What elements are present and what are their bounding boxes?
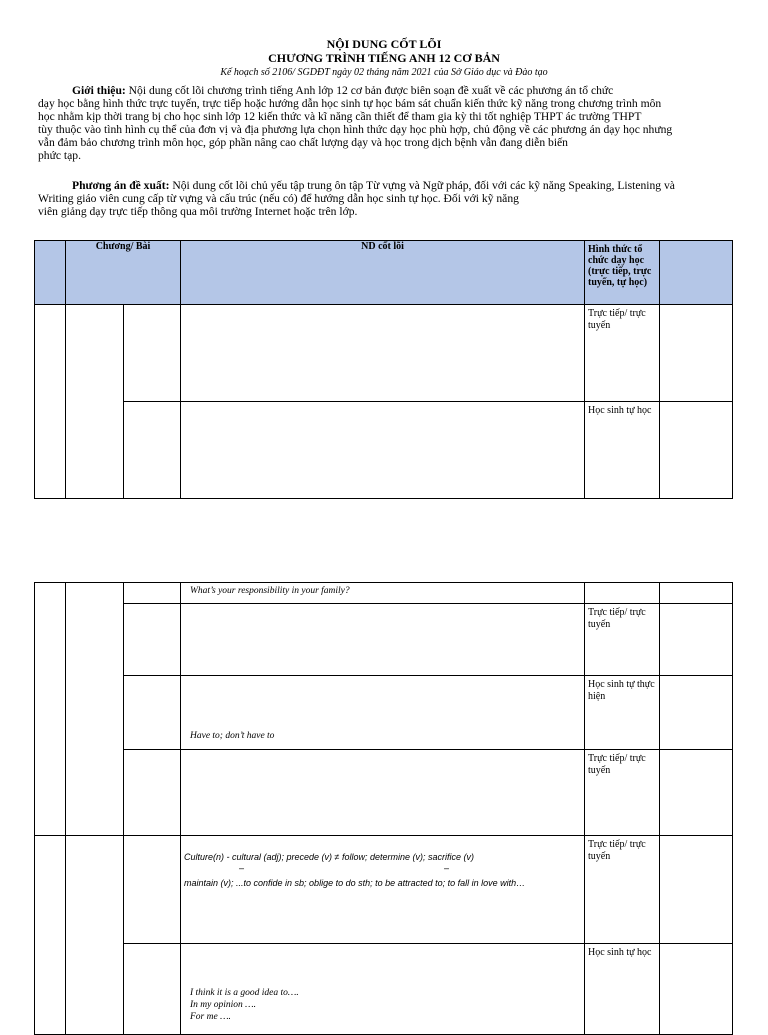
table-cell [660,583,733,604]
table-cell [124,402,181,499]
table-row [35,836,733,944]
table-cell [585,583,660,604]
table-cell [66,305,124,499]
plan-reference: Kế hoạch số 2106/ SGDĐT ngày 02 tháng năm 2021 của Sở Giáo dục và Đào tạo [220,67,548,78]
table-cell [124,944,181,1035]
table-row [35,583,733,604]
form-cell: Trực tiếp/ trực tuyến [585,604,660,676]
table-cell [35,583,66,836]
table-cell [660,750,733,836]
intro-label: Giới thiệu: [72,84,126,97]
table-cell [124,750,181,836]
table-cell [660,836,733,944]
table-header-row [35,241,733,305]
table-cell [66,583,124,836]
header-cell-form: Hình thức tổ chức dạy học (trực tiếp, trực tuyến, tự học) [585,241,660,305]
table-cell [35,305,66,499]
table-cell [181,604,585,676]
table-cell [660,676,733,750]
table-cell [660,944,733,1035]
table-row [35,305,733,402]
intro-line: phức tạp. [38,149,81,162]
content-cell: Culture(n) - cultural (adj); precede (v) ≠ follow; determine (v); sacrifice (v) – – maintain (v); ...to confide in sb; oblige to do sth; to be attracted to; to fall in love with… [181,836,585,944]
intro-line: dạy học bằng hình thức trực tuyến, trực tiếp hoặc hướng dẫn học sinh tự học bám sát chuẩn kiến thức kỹ năng trong chương trình môn [38,97,662,110]
table-cell [660,604,733,676]
table-cell [66,836,124,1035]
form-cell: Học sinh tự thực hiện [585,676,660,750]
table-row [35,676,733,750]
form-cell: Trực tiếp/ trực tuyến [585,836,660,944]
blank-mark: – [239,863,245,873]
table-cell [181,402,585,499]
proposal-line: Phương án đề xuất: Nội dung cốt lõi chủ yếu tập trung ôn tập Từ vựng và Ngữ pháp, đối với các kỹ năng Speaking, Listening và [72,179,675,192]
form-cell: Học sinh tự học [585,402,660,499]
table-cell [181,750,585,836]
table-cell [124,604,181,676]
table-cell [660,305,733,402]
table-cell [124,836,181,944]
table-row [35,402,733,499]
intro-line: Giới thiệu: Nội dung cốt lõi chương trình tiếng Anh lớp 12 cơ bản được biên soạn đề xuất về các phương án tổ chức [72,84,614,97]
document-subtitle: CHƯƠNG TRÌNH TIẾNG ANH 12 CƠ BẢN [268,51,500,65]
content-table-1 [34,240,733,499]
proposal-line: viên giảng dạy trực tiếp thông qua môi trường Internet hoặc trên lớp. [38,205,358,218]
form-cell: Trực tiếp/ trực tuyến [585,750,660,836]
table-row [35,750,733,836]
table-cell [660,402,733,499]
intro-line: học nhằm kịp thời trang bị cho học sinh lớp 12 kiến thức và kĩ năng cần thiết để tham gia kỳ thi tốt nghiệp THPT ác trường THPT [38,110,642,123]
table-cell [124,583,181,604]
intro-line: tùy thuộc vào tình hình cụ thể của đơn vị và địa phương lựa chọn hình thức dạy học phù hợp, chủ động về các phương án dạy học nhưng [38,123,673,136]
table-cell [124,676,181,750]
header-cell-chapter: Chương/ Bài [66,241,181,305]
table-row [35,944,733,1035]
content-cell: I think it is a good idea to…. In my opinion …. For me …. [181,944,585,1035]
table-cell [35,836,66,1035]
header-cell-index [35,241,66,305]
blank-mark: – [444,863,450,873]
intro-paragraph [38,84,731,162]
proposal-label: Phương án đề xuất: [72,179,170,192]
table-row [35,604,733,676]
proposal-line: Writing giáo viên cung cấp từ vựng và cấu trúc (nếu có) để hướng dẫn học sinh tự học. Đối với kỹ năng [38,192,519,205]
table-cell [124,305,181,402]
proposal-paragraph [38,179,731,218]
content-table-2 [34,582,733,1035]
document-title: NỘI DUNG CỐT LÕI [326,37,442,51]
form-cell: Học sinh tự học [585,944,660,1035]
content-cell: What’s your responsibility in your family? [181,583,585,604]
table-cell [181,305,585,402]
header-cell-content: ND cốt lõi [181,241,585,305]
form-cell: Trực tiếp/ trực tuyến [585,305,660,402]
intro-line: vẫn đảm bảo chương trình môn học, góp phần nâng cao chất lượng dạy và học trong dịch bệnh vẫn đang diễn biến [38,136,568,149]
content-cell: Have to; don’t have to [181,676,585,750]
header-cell-note [660,241,733,305]
